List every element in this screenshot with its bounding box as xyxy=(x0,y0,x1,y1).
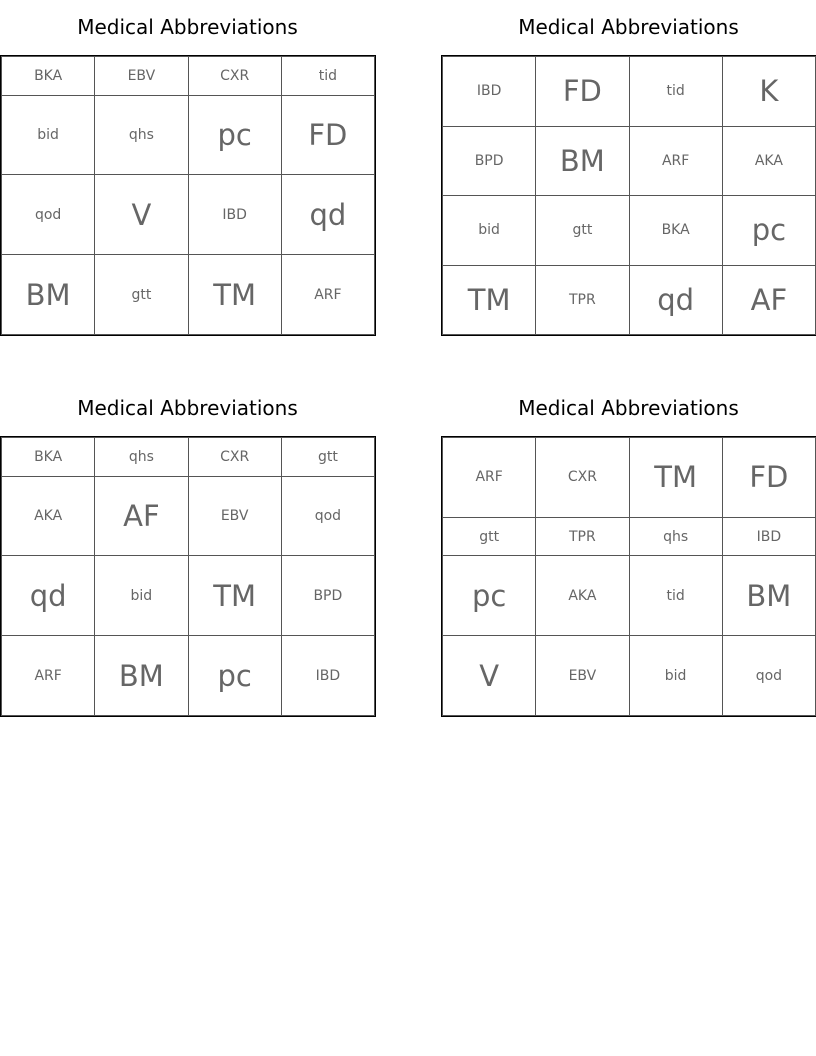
bingo-cell: K xyxy=(722,57,815,127)
bingo-table xyxy=(442,437,816,716)
grid-row xyxy=(2,556,375,636)
bingo-grid xyxy=(0,436,376,717)
grid-row xyxy=(2,476,375,556)
bingo-cell: FD xyxy=(536,57,629,127)
bingo-cell: AF xyxy=(722,265,815,335)
bingo-cell: FD xyxy=(281,95,374,175)
bingo-cell: bid xyxy=(629,636,722,716)
bingo-cell: qod xyxy=(281,476,374,556)
bingo-cell: IBD xyxy=(281,636,374,716)
bingo-cell: BKA xyxy=(2,57,95,96)
bingo-cell: V xyxy=(443,636,536,716)
bingo-cell: pc xyxy=(188,636,281,716)
bingo-cell: tid xyxy=(629,57,722,127)
bingo-cell: bid xyxy=(443,196,536,266)
grid-row xyxy=(443,126,816,196)
bingo-cell: ARF xyxy=(629,126,722,196)
bingo-cell: CXR xyxy=(188,57,281,96)
bingo-cell: BM xyxy=(2,255,95,335)
bingo-cell: ARF xyxy=(443,438,536,518)
bingo-cell: AKA xyxy=(722,126,815,196)
grid-row xyxy=(443,265,816,335)
grid-row xyxy=(2,57,375,96)
bingo-cell: bid xyxy=(2,95,95,175)
bingo-cell: qhs xyxy=(95,95,188,175)
bingo-card-2 xyxy=(441,0,816,317)
bingo-table xyxy=(442,56,816,335)
bingo-cell: qd xyxy=(629,265,722,335)
bingo-grid xyxy=(441,55,816,336)
card-title: Medical Abbreviations xyxy=(518,396,739,420)
bingo-cell: TM xyxy=(188,255,281,335)
bingo-cell: BKA xyxy=(629,196,722,266)
bingo-cell: gtt xyxy=(536,196,629,266)
bingo-cell: pc xyxy=(722,196,815,266)
bingo-cell: gtt xyxy=(281,438,374,477)
grid-row xyxy=(443,438,816,518)
bingo-cell: IBD xyxy=(722,517,815,556)
bingo-cell: BPD xyxy=(281,556,374,636)
bingo-cell: tid xyxy=(629,556,722,636)
bingo-card-4 xyxy=(441,381,816,693)
bingo-cell: TM xyxy=(629,438,722,518)
bingo-cell: EBV xyxy=(536,636,629,716)
bingo-cell: V xyxy=(95,175,188,255)
card-title: Medical Abbreviations xyxy=(77,396,298,420)
grid-row xyxy=(2,255,375,335)
grid-row xyxy=(2,95,375,175)
bingo-cell: gtt xyxy=(95,255,188,335)
bingo-cell: IBD xyxy=(443,57,536,127)
bingo-cell: qhs xyxy=(95,438,188,477)
bingo-cell: pc xyxy=(443,556,536,636)
bingo-card-3 xyxy=(0,381,375,693)
bingo-cell: pc xyxy=(188,95,281,175)
bingo-cell: qd xyxy=(281,175,374,255)
bingo-cell: EBV xyxy=(188,476,281,556)
bingo-cell: AF xyxy=(95,476,188,556)
bingo-cell: qod xyxy=(722,636,815,716)
grid-row xyxy=(2,175,375,255)
bingo-cell: EBV xyxy=(95,57,188,96)
bingo-cell: BM xyxy=(536,126,629,196)
grid-row xyxy=(443,556,816,636)
bingo-cell: ARF xyxy=(281,255,374,335)
bingo-cell: ARF xyxy=(2,636,95,716)
bingo-cell: qd xyxy=(2,556,95,636)
bingo-cell: TPR xyxy=(536,265,629,335)
bingo-cell: TM xyxy=(188,556,281,636)
bingo-cell: AKA xyxy=(536,556,629,636)
bingo-cell: TPR xyxy=(536,517,629,556)
bingo-cell: BM xyxy=(95,636,188,716)
bingo-cell: qod xyxy=(2,175,95,255)
grid-row xyxy=(443,57,816,127)
card-title: Medical Abbreviations xyxy=(77,15,298,39)
bingo-cell: FD xyxy=(722,438,815,518)
bingo-cell: CXR xyxy=(188,438,281,477)
grid-row xyxy=(443,636,816,716)
bingo-cell: qhs xyxy=(629,517,722,556)
grid-row xyxy=(2,636,375,716)
bingo-cell: BPD xyxy=(443,126,536,196)
grid-row xyxy=(2,438,375,477)
bingo-table xyxy=(1,437,375,716)
bingo-cell: BM xyxy=(722,556,815,636)
bingo-grid xyxy=(0,55,376,336)
bingo-cell: BKA xyxy=(2,438,95,477)
bingo-cell: bid xyxy=(95,556,188,636)
bingo-cell: AKA xyxy=(2,476,95,556)
card-title: Medical Abbreviations xyxy=(518,15,739,39)
bingo-cell: tid xyxy=(281,57,374,96)
grid-row xyxy=(443,196,816,266)
bingo-cell: gtt xyxy=(443,517,536,556)
bingo-grid xyxy=(441,436,816,717)
bingo-cell: IBD xyxy=(188,175,281,255)
bingo-cell: CXR xyxy=(536,438,629,518)
bingo-table xyxy=(1,56,375,335)
bingo-card-1 xyxy=(0,0,375,312)
grid-row xyxy=(443,517,816,556)
bingo-cell: TM xyxy=(443,265,536,335)
